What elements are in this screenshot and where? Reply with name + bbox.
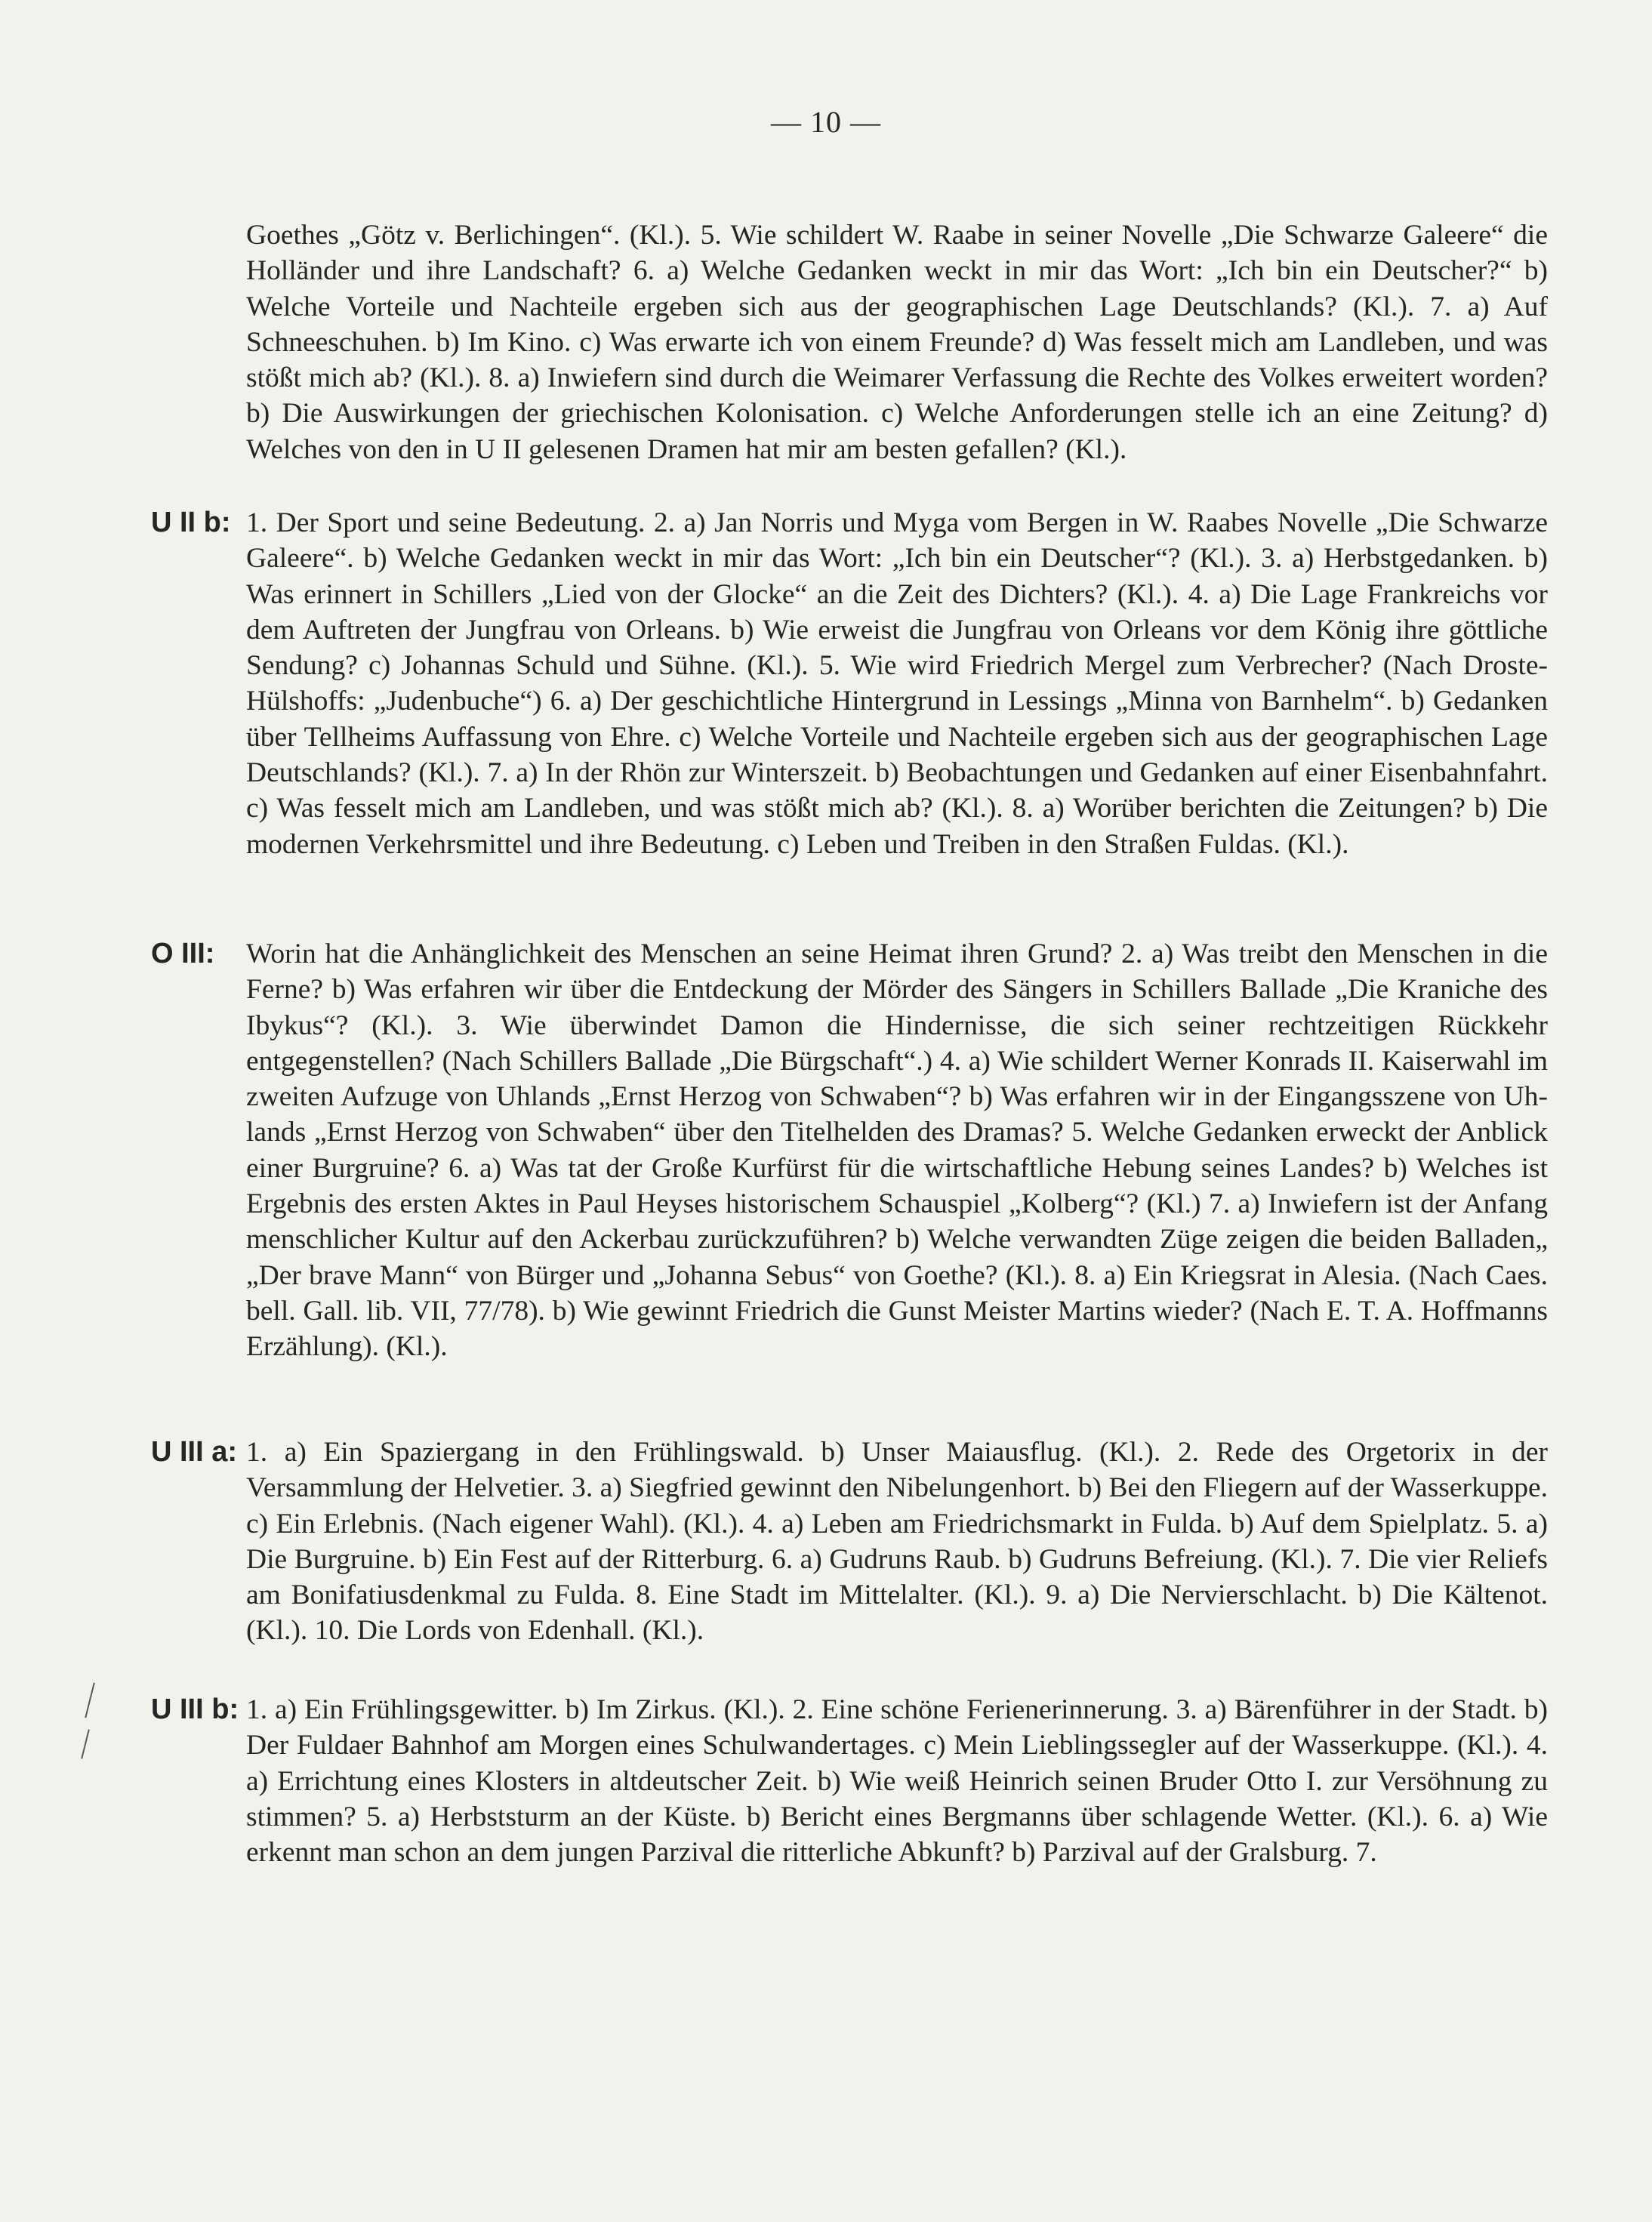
section-text: Worin hat die Anhänglichkeit des Menschen an seine Heimat ihren Grund? 2. a) Was treibt den Menschen in die Ferne? b) Was erfahren wir über die Entdeckung der Mörder des Sängers in Schillers Ballade „Die Kraniche des Ibykus“? (Kl.). 3. Wie überwindet Damon die Hindernisse, die sich seiner rechtzeitigen Rückkehr entgegenstellen? (Nach Schillers Ballade „Die Bürgschaft“.) 4. a) Wie schildert Werner Konrads II. Kaiserwahl im zweiten Aufzuge von Uhlands „Ernst Herzog von Schwaben“? b) Was erfahren wir in der Eingangsszene von Uhlands „Ernst Herzog von Schwaben“ über den Titelhelden des Dramas? 5. Welche Gedanken erweckt der Anblick einer Burgruine? 6. a) Was tat der Große Kurfürst für die wirtschaftliche Hebung seines Landes? b) Welches ist Ergebnis des ersten Aktes in Paul Heyses historischem Schauspiel „Kolberg“? (Kl.) 7. a) Inwiefern ist der Anfang menschlicher Kultur auf den Ackerbau zurückzuführen? b) Welche verwandten Züge zeigen die beiden Balladen„ „Der brave Mann“ von Bürger und „Johanna Sebus“ von Goethe? (Kl.). 8. a) Ein Kriegsrat in Alesia. (Nach Caes. bell. Gall. lib. VII, 77/78). b) Wie gewinnt Friedrich die Gunst Meister Martins wieder? (Nach E. T. A. Hoffmanns Erzählung). (Kl.).: [246, 938, 1548, 1363]
section-text: 1. Der Sport und seine Bedeutung. 2. a) Jan Norris und Myga vom Bergen in W. Raabes Novelle „Die Schwarze Galeere“. b) Welche Gedanken weckt in mir das Wort: „Ich bin ein Deutscher“? (Kl.). 3. a) Herbstgedanken. b) Was erinnert in Schillers „Lied von der Glocke“ an die Zeit des Dichters? (Kl.). 4. a) Die Lage Frankreichs vor dem Auftreten der Jungfrau von Orleans. b) Wie erweist die Jungfrau von Orleans vor dem König ihre göttliche Sendung? c) Johannas Schuld und Sühne. (Kl.). 5. Wie wird Friedrich Mergel zum Verbrecher? (Nach Droste-Hülshoffs: „Judenbuche“) 6. a) Der geschichtliche Hintergrund in Lessings „Minna von Barnhelm“. b) Gedanken über Tellheims Auffassung von Ehre. c) Welche Vorteile und Nachteile ergeben sich aus der geographischen Lage Deutschlands? (Kl.). 7. a) In der Rhön zur Winterszeit. b) Beobachtungen und Gedanken auf einer Eisenbahnfahrt. c) Was fesselt mich am Landleben, und was stößt mich ab? (Kl.). 8. a) Worüber berichten die Zeitungen? b) Die modernen Verkehrsmittel und ihre Bedeutung. c) Leben und Treiben in den Straßen Fuldas. (Kl.).: [246, 507, 1548, 860]
margin-pen-mark: [85, 1682, 95, 1718]
section-text: 1. a) Ein Frühlingsgewitter. b) Im Zirkus. (Kl.). 2. Eine schöne Ferienerinnerung. 3. a) Bärenführer in der Stadt. b) Der Fuldaer Bahnhof am Morgen eines Schulwandertages. c) Mein Lieblingssegler auf der Wasserkuppe. (Kl.). 4. a) Errichtung eines Klosters in altdeutscher Zeit. b) Wie weiß Heinrich seinen Bruder Otto I. zur Versöhnung zu stimmen? 5. a) Herbststurm an der Küste. b) Bericht eines Bergmanns über schlagende Wetter. (Kl.). 6. a) Wie erkennt man schon an dem jungen Parzival die ritterliche Abkunft? b) Parzival auf der Gralsburg. 7.: [246, 1694, 1548, 1869]
page-number: — 10 —: [771, 105, 881, 139]
section-label: U III b:: [151, 1693, 239, 1725]
section-label: O III:: [151, 938, 215, 969]
section-label: U II b:: [151, 507, 231, 538]
section-text: Goethes „Götz v. Berlichingen“. (Kl.). 5. Wie schildert W. Raabe in seiner Novelle „Die Schwarze Galeere“ die Holländer und ihre Landschaft? 6. a) Welche Gedanken weckt in mir das Wort: „Ich bin ein Deutscher?“ b) Welche Vorteile und Nachteile ergeben sich aus der geographischen Lage Deutschlands? (Kl.). 7. a) Auf Schneeschuhen. b) Im Kino. c) Was erwarte ich von einem Freunde? d) Was fesselt mich am Landleben, und was stößt mich ab? (Kl.). 8. a) Inwiefern sind durch die Weimarer Verfassung die Rechte des Volkes erweitert worden? b) Die Auswirkungen der griechischen Kolonisation. c) Welche Anforderungen stelle ich an eine Zeitung? d) Welches von den in U II gelesenen Dramen hat mir am besten gefallen? (Kl.).: [246, 220, 1548, 465]
section-label: U III a:: [151, 1436, 238, 1468]
margin-pen-mark: [81, 1729, 90, 1758]
section-text: 1. a) Ein Spaziergang in den Frühlingswald. b) Unser Maiausflug. (Kl.). 2. Rede des Orgetorix in der Versammlung der Helvetier. 3. a) Siegfried gewinnt den Nibelungenhort. b) Bei den Fliegern auf der Wasserkuppe. c) Ein Erlebnis. (Nach eigener Wahl). (Kl.). 4. a) Leben am Friedrichsmarkt in Fulda. b) Auf dem Spielplatz. 5. a) Die Burgruine. b) Ein Fest auf der Ritterburg. 6. a) Gudruns Raub. b) Gudruns Befreiung. (Kl.). 7. Die vier Reliefs am Bonifatiusdenkmal zu Fulda. 8. Eine Stadt im Mittelalter. (Kl.). 9. a) Die Nervierschlacht. b) Die Kältenot. (Kl.). 10. Die Lords von Edenhall. (Kl.).: [246, 1437, 1548, 1647]
